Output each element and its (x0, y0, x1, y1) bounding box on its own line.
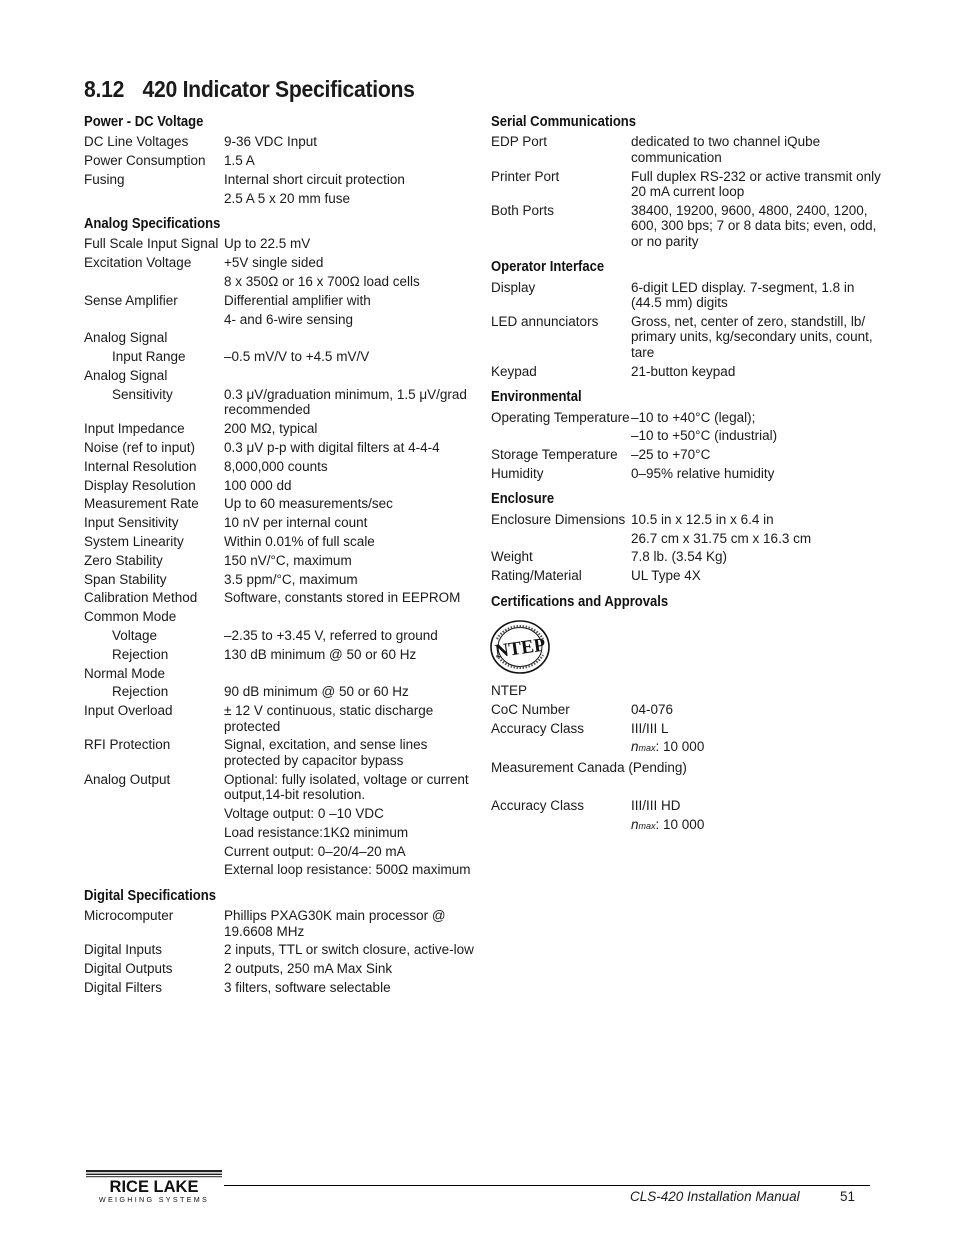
spec-value: Signal, excitation, and sense lines protected by capacitor bypass (224, 737, 428, 768)
spec-row (84, 572, 474, 588)
power-section (84, 113, 474, 206)
spec-row (491, 134, 881, 165)
spec-row (84, 293, 474, 309)
spec-label: Common Mode (84, 609, 177, 625)
nmax2-symbol: n (631, 816, 639, 832)
spec-label (84, 825, 224, 841)
rice-lake-logo (86, 1170, 222, 1204)
spec-label: Display (491, 279, 536, 295)
page-number: 51 (840, 1189, 856, 1204)
spec-label: EDP Port (491, 134, 548, 150)
spec-row (491, 568, 881, 584)
spec-label: Rating/Material (491, 568, 582, 584)
spec-value: 8,000,000 counts (224, 458, 328, 474)
spec-label: DC Line Voltages (84, 134, 189, 150)
spec-row (84, 153, 474, 169)
spec-row (84, 942, 474, 958)
enclosure-section (491, 490, 881, 583)
spec-label: Measurement Rate (84, 496, 199, 512)
spec-label: Input Impedance (84, 421, 185, 437)
spec-value: 100 000 dd (224, 477, 292, 493)
spec-label: Microcomputer (84, 908, 174, 924)
spec-row (491, 203, 881, 250)
spec-label: Digital Filters (84, 980, 163, 996)
enclosure-rows (491, 512, 881, 584)
analog-section (84, 215, 474, 878)
spec-row (84, 255, 474, 271)
certifications-heading: Certifications and Approvals (491, 593, 669, 610)
footer-manual-title: CLS-420 Installation Manual (630, 1189, 800, 1204)
spec-value: Load resistance:1KΩ minimum (224, 824, 409, 840)
spec-row (84, 703, 474, 734)
spec-row (84, 684, 474, 700)
spec-value: 130 dB minimum @ 50 or 60 Hz (224, 646, 417, 662)
spec-label: Normal Mode (84, 665, 166, 681)
spec-label: Calibration Method (84, 590, 198, 606)
spec-row (491, 410, 881, 426)
spec-value: 10 nV per internal count (224, 515, 368, 531)
spec-label (84, 191, 224, 207)
environmental-section (491, 388, 881, 481)
spec-label: Analog Output (84, 771, 171, 787)
spec-value: +5V single sided (224, 255, 324, 271)
spec-label: Rejection (112, 646, 169, 662)
nmax2-row (491, 817, 881, 835)
spec-row (84, 236, 474, 252)
serial-rows (491, 134, 881, 249)
spec-label: Zero Stability (84, 552, 163, 568)
spec-value: 3 filters, software selectable (224, 980, 391, 996)
spec-row (84, 496, 474, 512)
spec-row (84, 980, 474, 996)
digital-section (84, 887, 474, 996)
spec-row (84, 772, 474, 803)
spec-row (84, 191, 474, 207)
spec-value: 26.7 cm x 31.75 cm x 16.3 cm (631, 530, 812, 546)
spec-value: Gross, net, center of zero, standstill, lb/ primary units, kg/secondary units, count, tare (631, 313, 873, 360)
footer-rule (224, 1185, 870, 1186)
spec-value: 10.5 in x 12.5 in x 6.4 in (631, 511, 774, 527)
spec-label (491, 428, 631, 444)
spec-value: –10 to +50°C (industrial) (631, 428, 778, 444)
spec-value: 150 nV/°C, maximum (224, 552, 352, 568)
spec-value: Up to 60 measurements/sec (224, 496, 393, 512)
spec-value: 0.3 μV p-p with digital filters at 4-4-4 (224, 439, 440, 455)
operator-rows (491, 280, 881, 380)
right-column (491, 113, 881, 843)
spec-value: Differential amplifier with (224, 292, 371, 308)
spec-label: Weight (491, 549, 533, 565)
spec-row (84, 825, 474, 841)
spec-row (84, 312, 474, 328)
spec-label: Noise (ref to input) (84, 439, 196, 455)
spec-row (84, 172, 474, 188)
spec-label: Operating Temperature (491, 409, 630, 425)
nmax2-subscript: max (638, 820, 656, 831)
spec-value: Software, constants stored in EEPROM (224, 590, 461, 606)
spec-row (491, 428, 881, 444)
spec-label: RFI Protection (84, 737, 171, 753)
spec-value: Full duplex RS-232 or active transmit only 20 mA current loop (631, 168, 881, 200)
environmental-rows (491, 410, 881, 482)
accuracy2-label: Accuracy Class (491, 797, 585, 813)
spec-value: –2.35 to +3.45 V, referred to ground (224, 627, 438, 643)
accuracy2-value: III/III HD (631, 797, 681, 813)
certifications-section (491, 593, 881, 835)
spec-label: Sense Amplifier (84, 292, 178, 308)
accuracy-label: Accuracy Class (491, 720, 585, 736)
spec-row (84, 349, 474, 365)
spec-label: Humidity (491, 465, 544, 481)
spec-label: Input Range (112, 349, 186, 365)
spec-value: Current output: 0–20/4–20 mA (224, 843, 406, 859)
nmax-value: : 10 000 (655, 739, 705, 755)
environmental-heading: Environmental (491, 389, 582, 406)
spec-value: 8 x 350Ω or 16 x 700Ω load cells (224, 274, 420, 290)
spec-value: ± 12 V continuous, static discharge protected (224, 703, 434, 734)
spec-value: 0–95% relative humidity (631, 465, 775, 481)
digital-rows (84, 908, 474, 995)
spec-row (84, 515, 474, 531)
spec-row (84, 647, 474, 663)
spec-row (491, 280, 881, 311)
spec-label (84, 312, 224, 328)
spec-value: 200 MΩ, typical (224, 421, 318, 437)
spec-value: –0.5 mV/V to +4.5 mV/V (224, 349, 370, 365)
svg-text:NTEP: NTEP (493, 634, 547, 663)
coc-label: CoC Number (491, 701, 570, 717)
spec-value: Up to 22.5 mV (224, 236, 311, 252)
nmax-subscript: max (638, 743, 656, 754)
spec-value: 90 dB minimum @ 50 or 60 Hz (224, 684, 409, 700)
spec-label: Digital Inputs (84, 942, 163, 958)
section-number: 8.12 (84, 76, 125, 102)
spec-row (84, 274, 474, 290)
spec-label: Full Scale Input Signal (84, 236, 219, 252)
spec-row (491, 169, 881, 200)
spec-value: 4- and 6-wire sensing (224, 311, 354, 327)
power-heading: Power - DC Voltage (84, 114, 204, 130)
accuracy2-row (491, 798, 881, 814)
spec-value: 38400, 19200, 9600, 4800, 2400, 1200, 600, 300 bps; 7 or 8 data bits; even, odd, or no parity (631, 202, 877, 249)
spec-label (491, 531, 631, 547)
spec-value: Voltage output: 0 –10 VDC (224, 806, 384, 821)
spec-label: Excitation Voltage (84, 255, 192, 271)
spec-row (84, 737, 474, 768)
enclosure-heading: Enclosure (491, 491, 555, 508)
spec-row (491, 364, 881, 380)
spec-label: Analog Signal (84, 368, 168, 384)
spec-label: Input Overload (84, 703, 173, 719)
spec-label (84, 844, 224, 860)
spec-row (84, 421, 474, 437)
spec-label: Enclosure Dimensions (491, 511, 626, 527)
spec-label: Internal Resolution (84, 458, 197, 474)
spec-value: –10 to +40°C (legal); (631, 409, 756, 425)
spec-label: Rejection (112, 684, 169, 700)
page-title (84, 76, 415, 103)
spec-row (491, 512, 881, 528)
spec-value: 3.5 ppm/°C, maximum (224, 571, 358, 587)
serial-section (491, 113, 881, 249)
nmax-row (491, 739, 881, 757)
spec-value: 2.5 A 5 x 20 mm fuse (224, 190, 351, 206)
nmax-symbol: n (631, 739, 639, 755)
spec-label: Display Resolution (84, 477, 196, 493)
digital-heading: Digital Specifications (84, 887, 216, 904)
spec-row (84, 590, 474, 606)
spec-row (491, 466, 881, 482)
spec-label: LED annunciators (491, 313, 599, 329)
section-title: 420 Indicator Specifications (142, 76, 415, 102)
spec-label: System Linearity (84, 533, 184, 549)
spec-label: Span Stability (84, 571, 167, 587)
spec-row (84, 459, 474, 475)
spec-label: Sensitivity (112, 386, 173, 402)
spec-value: 21-button keypad (631, 363, 736, 379)
serial-heading: Serial Communications (491, 114, 637, 130)
accuracy-value: III/III L (631, 720, 669, 736)
spec-row (84, 666, 474, 682)
analog-heading: Analog Specifications (84, 216, 221, 233)
spec-value (224, 609, 474, 625)
spec-row (84, 609, 474, 625)
spec-label (84, 274, 224, 290)
spec-row (84, 387, 474, 418)
operator-section (491, 258, 881, 379)
coc-value: 04-076 (631, 701, 674, 717)
left-column (84, 113, 474, 1005)
spec-label: Digital Outputs (84, 961, 173, 977)
spec-value: 6-digit LED display. 7-segment, 1.8 in (44.5 mm) digits (631, 279, 855, 311)
spec-value: 9-36 VDC Input (224, 134, 318, 150)
spec-row (84, 862, 474, 878)
spec-row (84, 908, 474, 939)
operator-heading: Operator Interface (491, 259, 605, 276)
spec-value: 1.5 A (224, 153, 255, 169)
spec-row (491, 314, 881, 361)
brand-tagline: WEIGHING SYSTEMS (98, 1195, 210, 1204)
spec-value (224, 330, 474, 346)
spec-row (84, 330, 474, 346)
spec-label: Printer Port (491, 168, 560, 184)
spec-row (84, 368, 474, 384)
brand-name: RICE LAKE (109, 1178, 199, 1196)
spec-label: Keypad (491, 363, 537, 379)
spec-label: Analog Signal (84, 330, 168, 346)
spec-label (84, 806, 224, 822)
spec-row (84, 440, 474, 456)
spec-value: External loop resistance: 500Ω maximum (224, 862, 471, 878)
spec-label: Input Sensitivity (84, 515, 179, 531)
accuracy-row (491, 721, 881, 737)
spec-value: Phillips PXAG30K main processor @ 19.6608 MHz (224, 908, 446, 939)
spec-row (84, 134, 474, 150)
spec-label: Voltage (112, 627, 158, 643)
spec-row (84, 553, 474, 569)
power-rows (84, 134, 474, 206)
spec-row (84, 844, 474, 860)
spec-value: Optional: fully isolated, voltage or current output,14-bit resolution. (224, 771, 469, 803)
nmax2-value: : 10 000 (655, 816, 705, 832)
spec-row (491, 447, 881, 463)
spec-label: Both Ports (491, 202, 555, 218)
spec-value: 2 outputs, 250 mA Max Sink (224, 961, 393, 977)
spec-value: Within 0.01% of full scale (224, 533, 375, 549)
spec-value: 2 inputs, TTL or switch closure, active-low (224, 942, 474, 958)
mc-label: Measurement Canada (Pending) (491, 760, 687, 776)
spec-row (84, 961, 474, 977)
spec-label: Fusing (84, 171, 125, 187)
spec-label (84, 862, 224, 878)
spec-value (224, 368, 474, 384)
spec-value: dedicated to two channel iQube communication (631, 134, 821, 165)
spec-label: Storage Temperature (491, 447, 618, 463)
spec-label: Power Consumption (84, 153, 206, 169)
coc-row (491, 702, 881, 718)
spec-value: –25 to +70°C (631, 447, 711, 463)
spec-row (84, 478, 474, 494)
spec-value: 0.3 μV/graduation minimum, 1.5 μV/grad recommended (224, 386, 467, 418)
spec-row (84, 806, 474, 822)
spec-row (491, 549, 881, 565)
ntep-seal-icon (489, 619, 551, 675)
analog-rows (84, 236, 474, 877)
spec-value: Internal short circuit protection (224, 171, 405, 187)
spec-value: 7.8 lb. (3.54 Kg) (631, 549, 728, 565)
ntep-label: NTEP (491, 682, 528, 698)
spec-value (224, 666, 474, 682)
spec-value: UL Type 4X (631, 568, 701, 584)
spec-row (84, 534, 474, 550)
spec-row (491, 531, 881, 547)
spec-row (84, 628, 474, 644)
